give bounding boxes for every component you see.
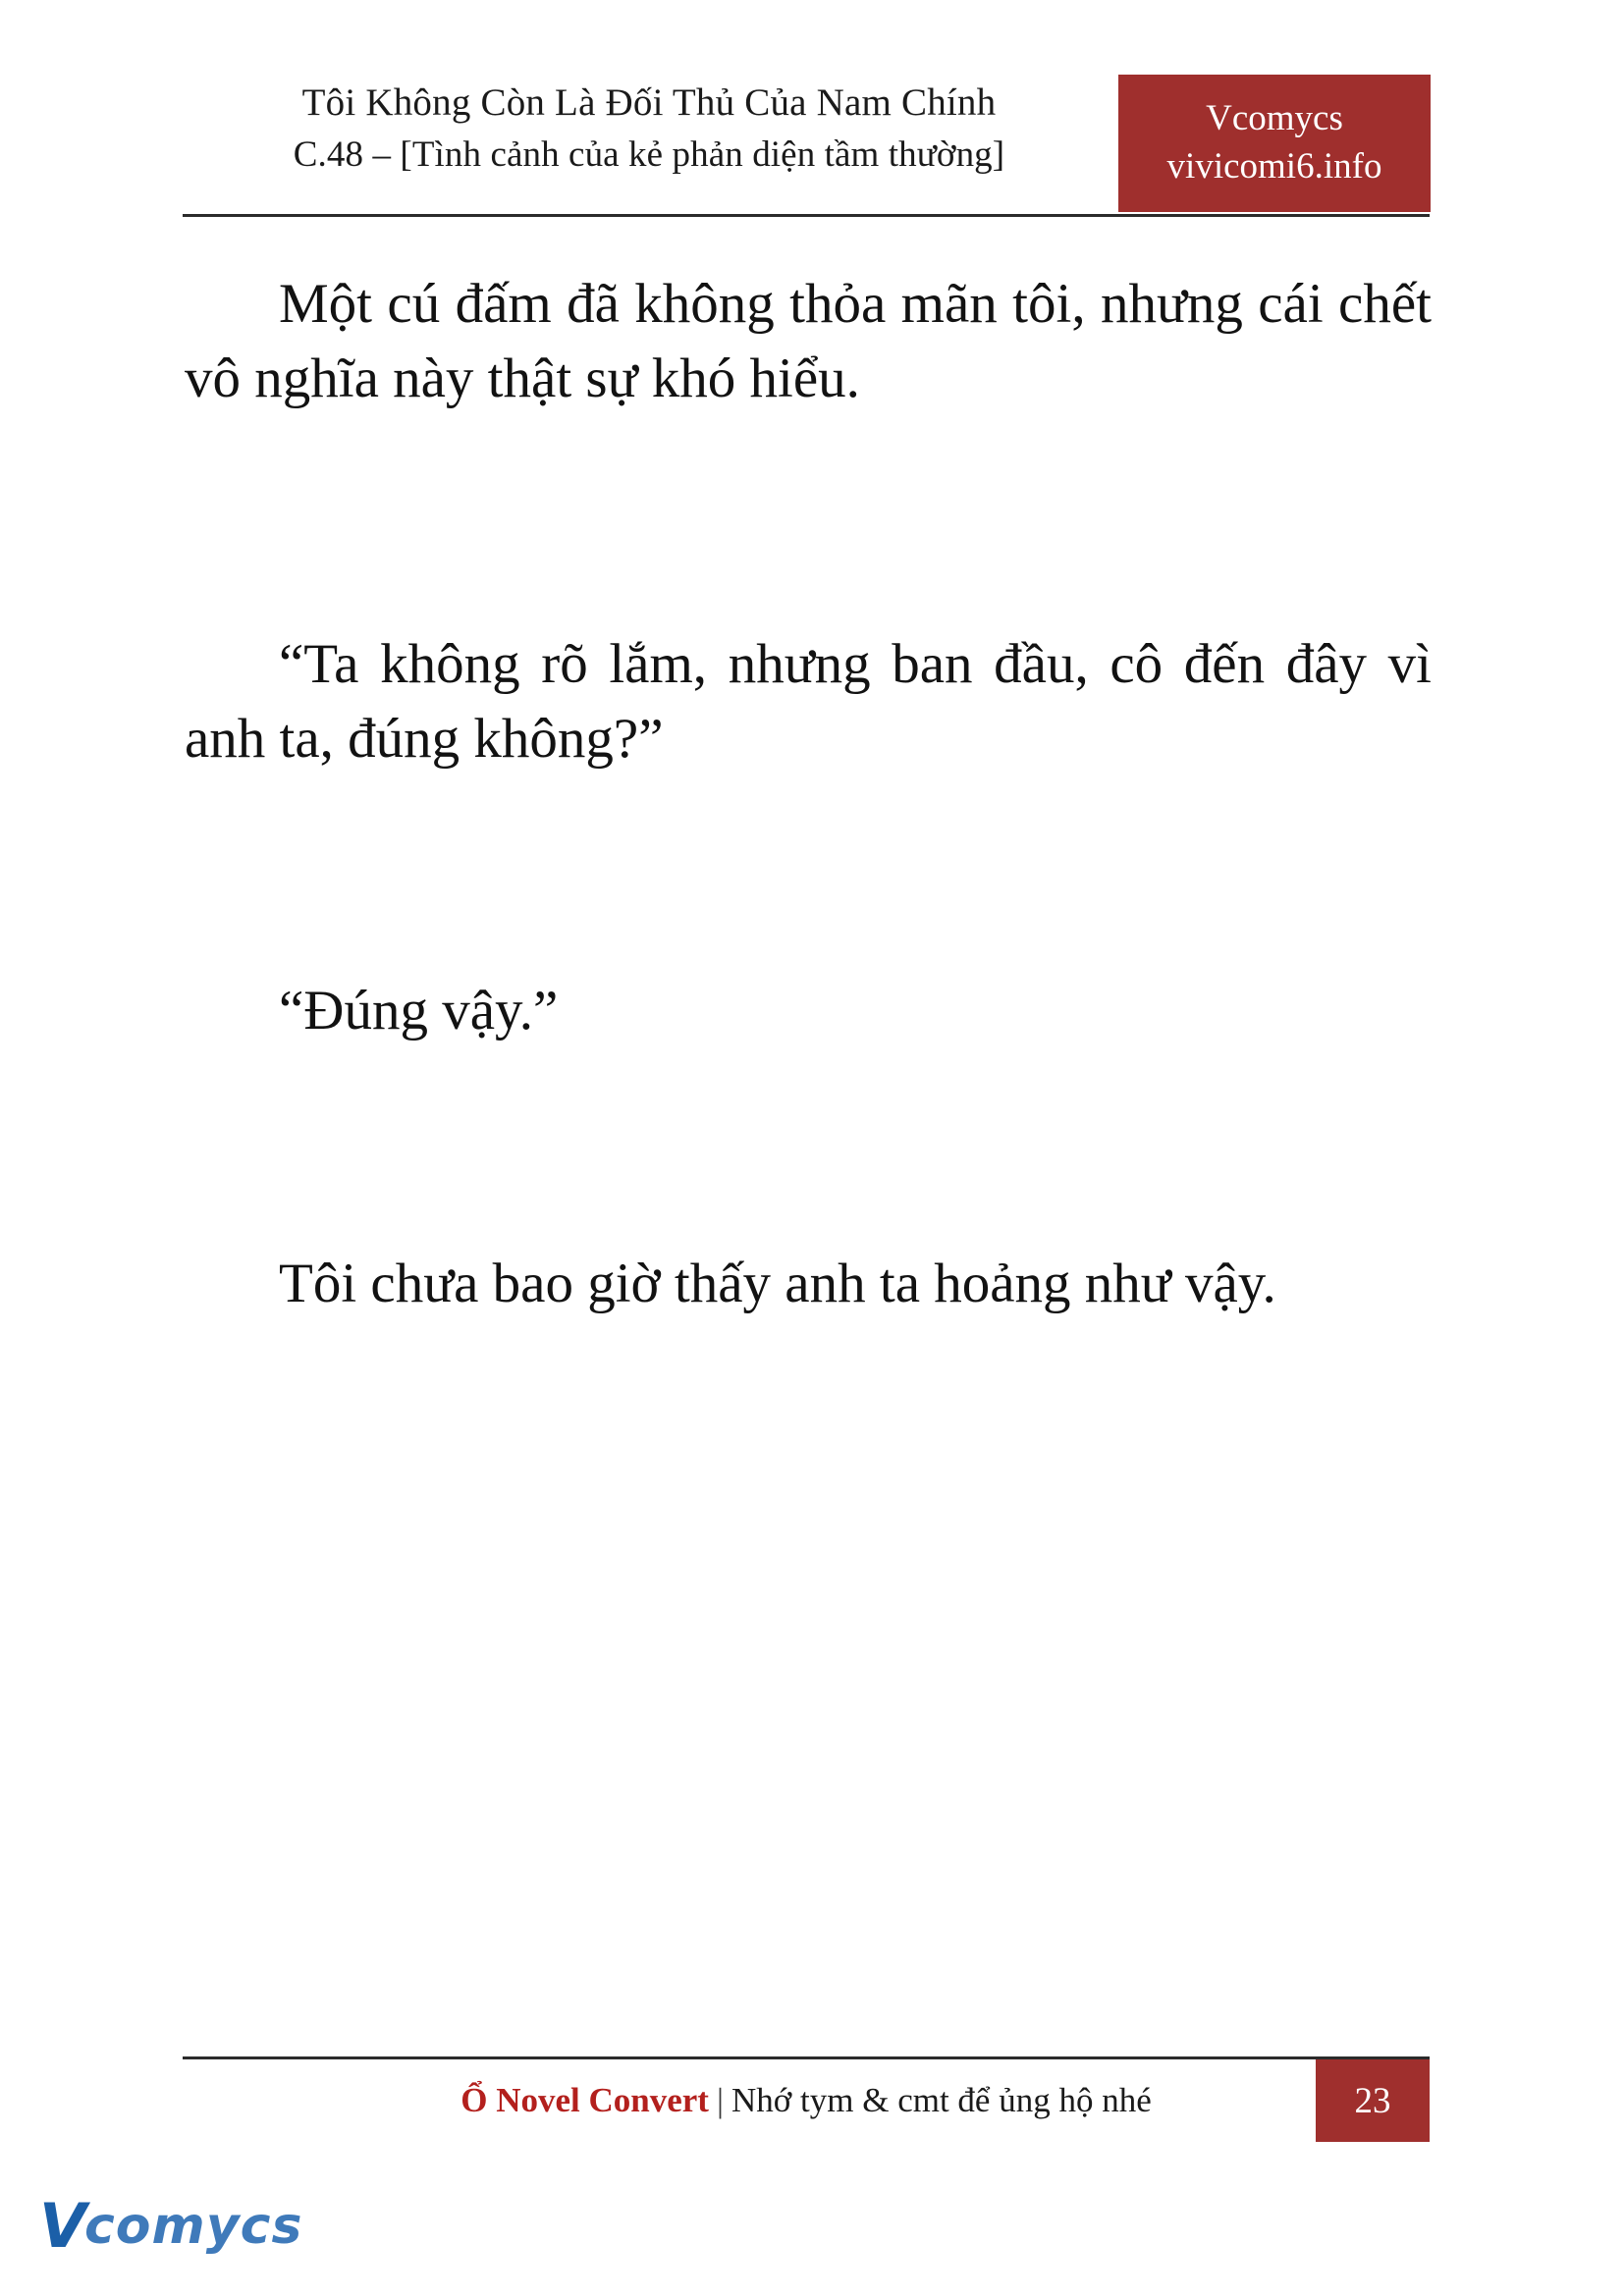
- paragraph-spacer: [185, 417, 1432, 627]
- paragraph-text: Một cú đấm đã không thỏa mãn tôi, nhưng cái chết vô nghĩa này thật sự khó hiểu.: [185, 273, 1432, 410]
- header-site-badge: [1118, 75, 1431, 212]
- header-divider: [183, 214, 1430, 217]
- header-title-block: [183, 77, 1115, 180]
- paragraph: [185, 627, 1432, 777]
- page-number-badge: 23: [1316, 2059, 1430, 2142]
- watermark-text: comycs: [83, 2197, 303, 2256]
- vcomycs-watermark-logo: [39, 2187, 303, 2266]
- page-footer: [183, 2056, 1430, 2145]
- paragraph: [185, 267, 1432, 417]
- paragraph-spacer: [185, 1048, 1432, 1247]
- footer-brand-label: Ổ Novel Convert: [460, 2081, 709, 2119]
- footer-credit-line: [460, 2081, 1152, 2120]
- watermark-initial: V: [39, 2190, 84, 2262]
- footer-note-label: Nhớ tym & cmt để ủng hộ nhé: [731, 2081, 1152, 2119]
- paragraph: [185, 974, 1432, 1048]
- page-header: [183, 77, 1430, 220]
- book-title: Tôi Không Còn Là Đối Thủ Của Nam Chính: [301, 81, 997, 124]
- footer-separator: |: [716, 2081, 724, 2119]
- paragraph-spacer: [185, 777, 1432, 974]
- paragraph-text: “Ta không rõ lắm, nhưng ban đầu, cô đến đây vì anh ta, đúng không?”: [185, 632, 1432, 771]
- paragraph-text: Tôi chưa bao giờ thấy anh ta hoảng như vậy.: [279, 1252, 1276, 1314]
- paragraph: [185, 1247, 1432, 1321]
- header-brand-label: Vcomycs: [1206, 98, 1343, 139]
- footer-credit: [183, 2059, 1430, 2142]
- paragraph-text: “Đúng vậy.”: [279, 979, 559, 1041]
- header-site-url: vivicomi6.info: [1166, 146, 1382, 187]
- chapter-title: C.48 – [Tình cảnh của kẻ phản diện tầm thường]: [293, 133, 1005, 175]
- page-content: [185, 267, 1432, 1321]
